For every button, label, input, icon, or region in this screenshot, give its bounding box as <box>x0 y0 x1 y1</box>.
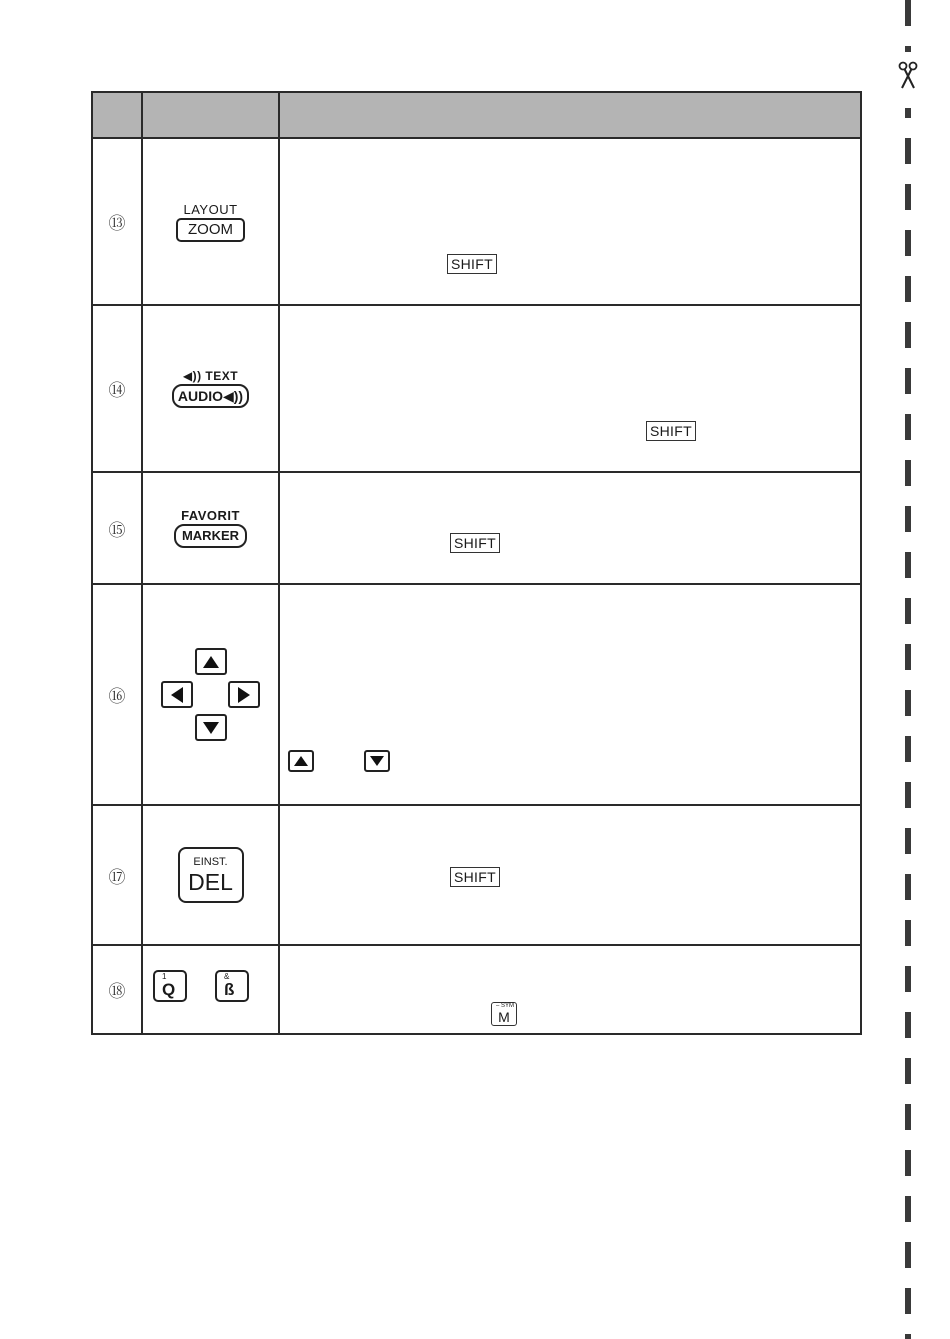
shift-key-inline: SHIFT <box>450 533 500 553</box>
shift-key-inline: SHIFT <box>447 254 497 274</box>
shift-key-inline: SHIFT <box>646 421 696 441</box>
description-cell <box>279 584 861 805</box>
arrow-up-icon <box>294 756 308 766</box>
key-top-label: EINST. <box>193 856 228 868</box>
table-header-row <box>92 92 861 138</box>
text-audio-key <box>143 369 278 408</box>
layout-zoom-key <box>143 202 278 242</box>
key-top-label: FAVORIT <box>181 508 240 523</box>
arrow-right-icon <box>238 687 250 703</box>
arrow-down-icon <box>203 722 219 734</box>
key-main-label: AUDIO◀)) <box>172 384 249 408</box>
key-cell <box>142 305 279 472</box>
description-cell <box>279 472 861 584</box>
favorit-marker-key <box>143 508 278 548</box>
row-number: ⑰ <box>92 805 142 945</box>
arrow-up-icon <box>203 656 219 668</box>
q-key: 1 Q <box>153 970 187 1002</box>
key-main-label: ZOOM <box>176 218 245 242</box>
arrow-up-key <box>195 648 227 675</box>
table-row <box>92 305 861 472</box>
row-number: ⑯ <box>92 584 142 805</box>
key-cell <box>142 805 279 945</box>
table-row <box>92 945 861 1034</box>
key-cell <box>142 945 279 1034</box>
row-number: ⑱ <box>92 945 142 1034</box>
inline-arrow-down-key <box>364 750 390 772</box>
key-top-label: LAYOUT <box>183 201 238 217</box>
row-number: ⑮ <box>92 472 142 584</box>
table-row <box>92 805 861 945</box>
description-cell <box>279 805 861 945</box>
shift-key-inline: SHIFT <box>450 867 500 887</box>
key-table <box>91 91 862 1035</box>
row-number: ⑬ <box>92 138 142 305</box>
arrow-left-icon <box>171 687 183 703</box>
arrow-down-icon <box>370 756 384 766</box>
arrow-down-key <box>195 714 227 741</box>
scissors-icon <box>897 60 919 92</box>
arrow-right-key <box>228 681 260 708</box>
key-main-label: DEL <box>188 869 233 895</box>
einst-del-key <box>178 847 244 903</box>
table-row <box>92 138 861 305</box>
table-row <box>92 472 861 584</box>
description-cell <box>279 138 861 305</box>
header-cell-number <box>92 92 142 138</box>
header-cell-key <box>142 92 279 138</box>
key-top-label: ◀)) TEXT <box>182 369 239 383</box>
key-cell <box>142 472 279 584</box>
eszett-key: & ß <box>215 970 249 1002</box>
inline-arrow-up-key <box>288 750 314 772</box>
key-cell <box>142 138 279 305</box>
row-number: ⑭ <box>92 305 142 472</box>
key-cell <box>142 584 279 805</box>
header-cell-description <box>279 92 861 138</box>
m-sym-key: – SYM M <box>491 1002 517 1026</box>
arrow-left-key <box>161 681 193 708</box>
key-main-label: MARKER <box>174 524 247 548</box>
table-row <box>92 584 861 805</box>
description-cell <box>279 945 861 1034</box>
cut-line <box>905 0 911 1339</box>
description-cell <box>279 305 861 472</box>
